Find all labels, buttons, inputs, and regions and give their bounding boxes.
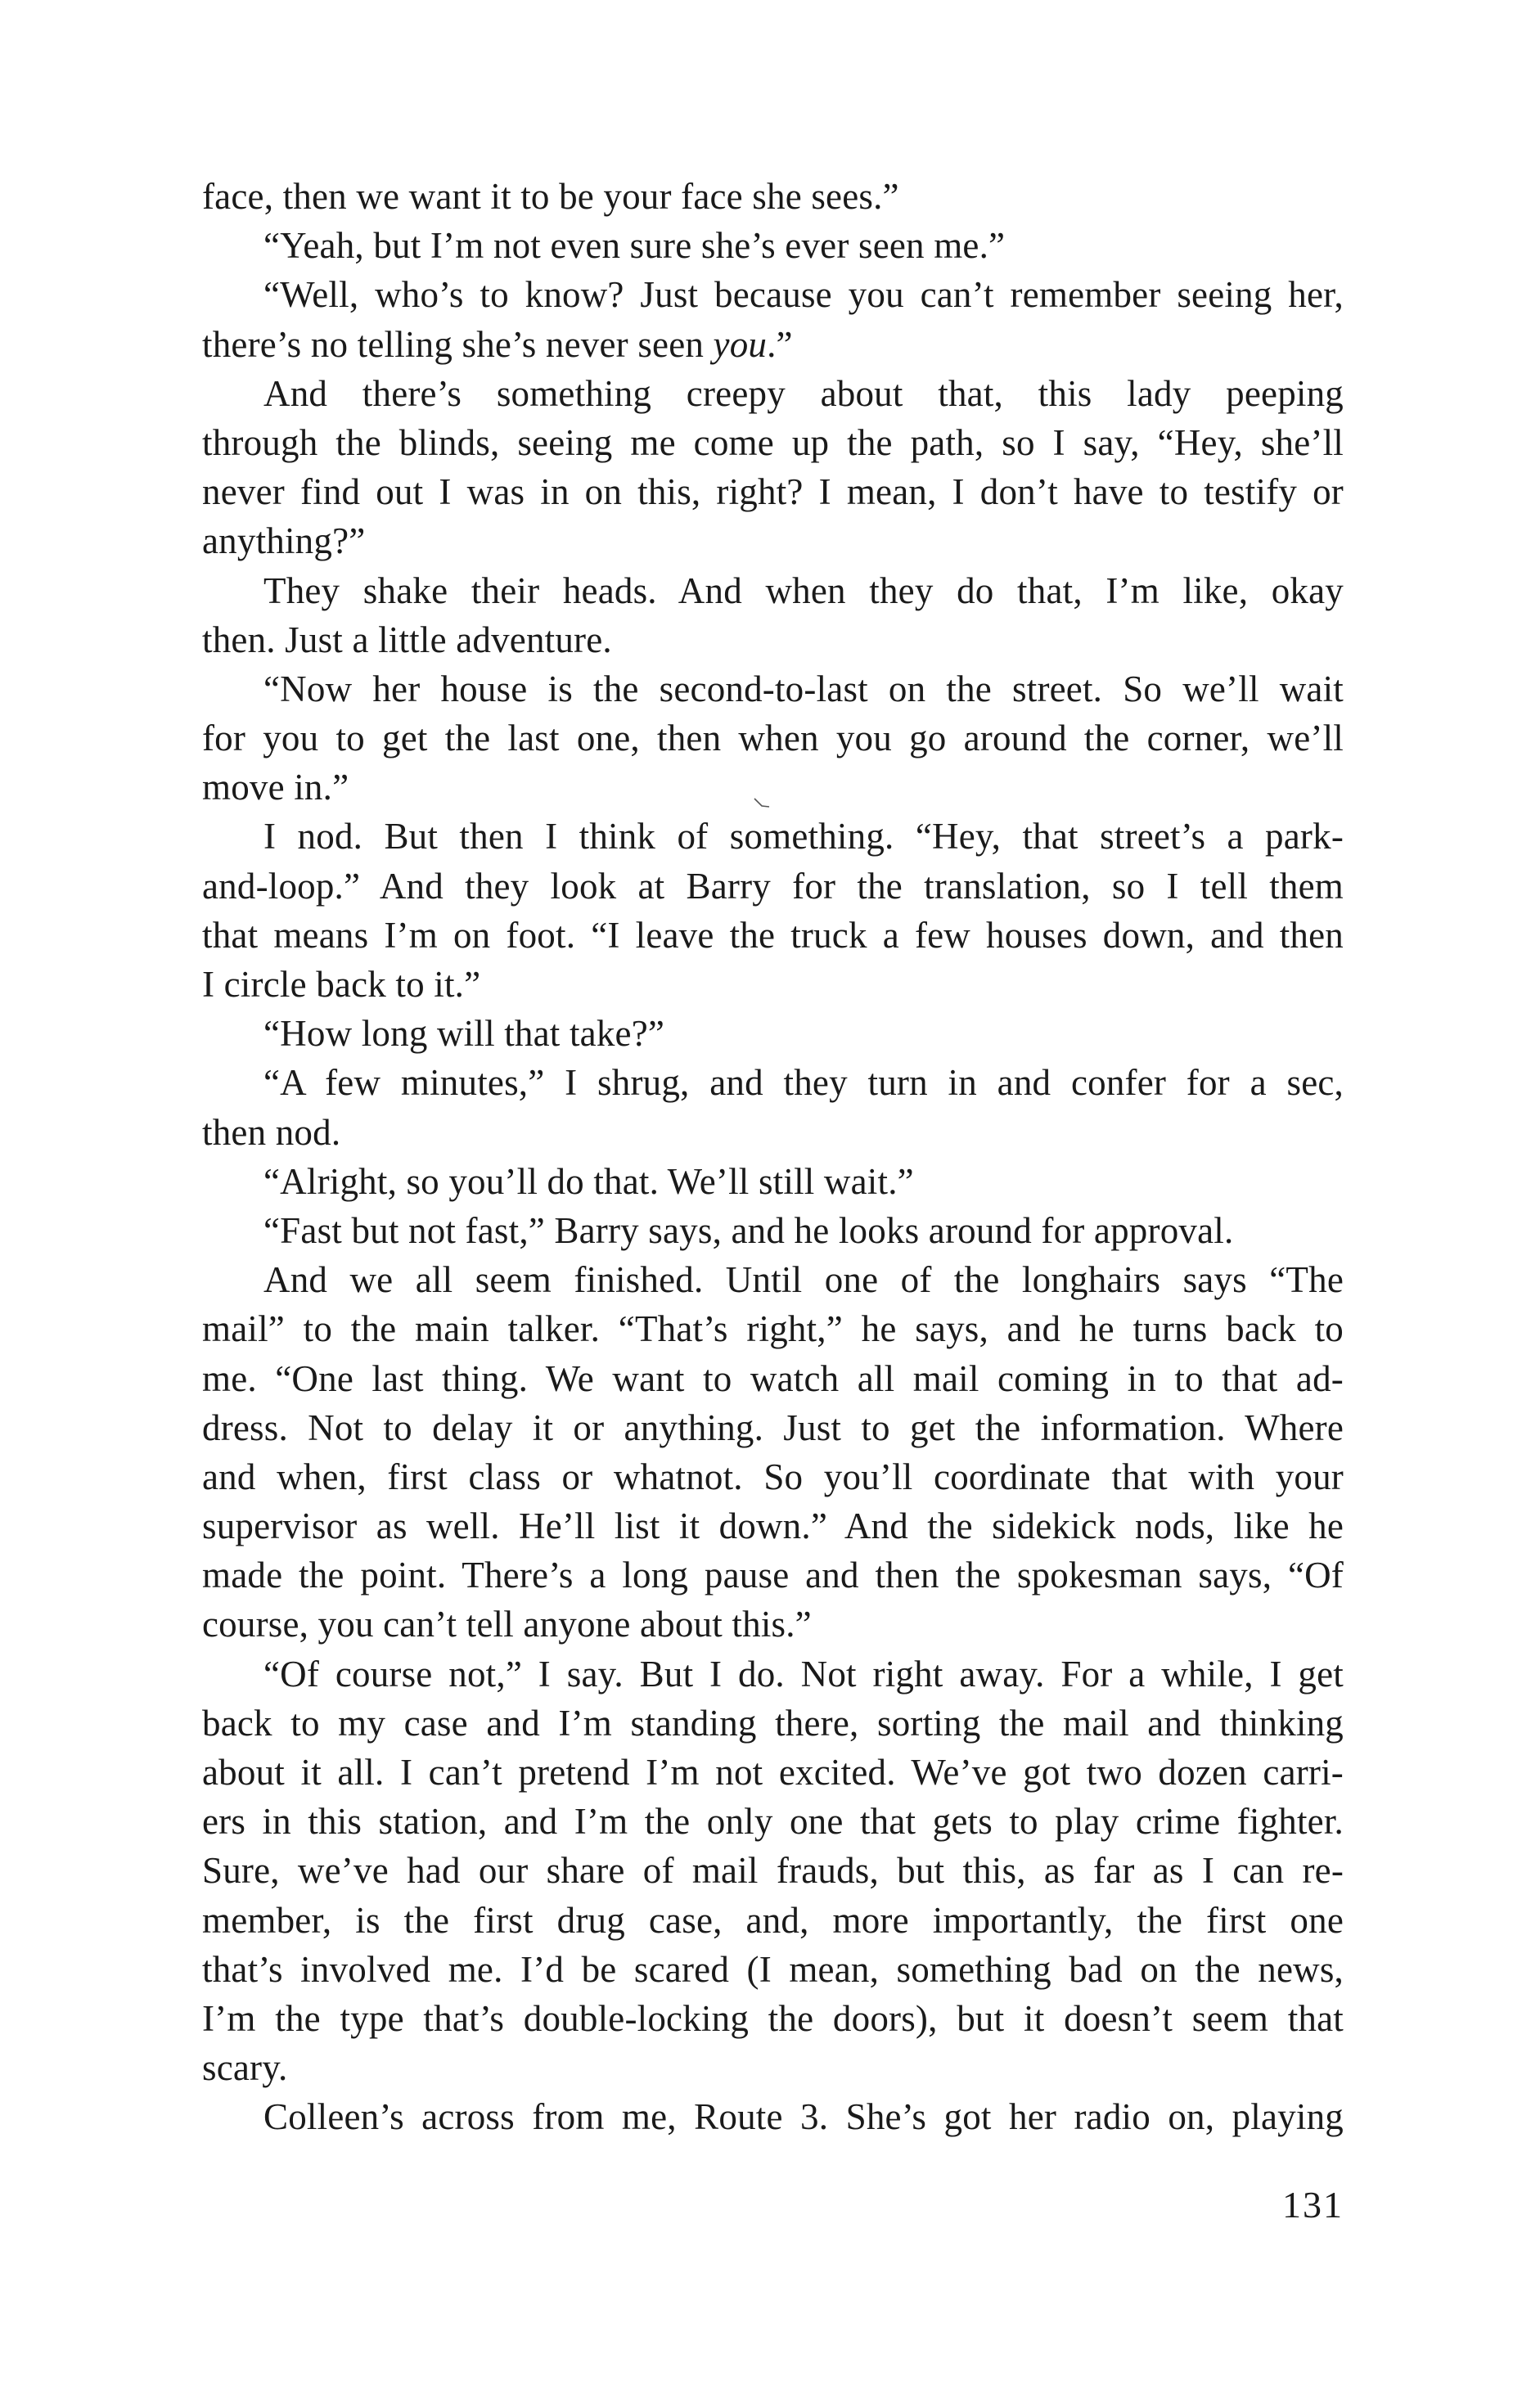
- text-line: And there’s something creepy about that, this lady peeping: [263, 372, 1344, 414]
- text-line: ers in this station, and I’m the only one that gets to play crime fighter.: [202, 1801, 1344, 1843]
- text-line: “Now her house is the second-to-last on the street. So we’ll wait: [263, 668, 1344, 709]
- text-line: And we all seem finished. Until one of the longhairs says “The: [263, 1259, 1344, 1301]
- text-line: I’m the type that’s double-locking the doors), but it doesn’t seem that: [202, 1997, 1344, 2039]
- text-line: there’s no telling she’s never seen you.”: [202, 323, 793, 365]
- body-text: [202, 172, 1344, 2142]
- text-line: never find out I was in on this, right? I mean, I don’t have to testify or: [202, 471, 1344, 513]
- text-line: Colleen’s across from me, Route 3. She’s got her radio on, playing: [263, 2096, 1344, 2138]
- text-line: “How long will that take?”: [263, 1013, 665, 1055]
- text-line: face, then we want it to be your face she sees.”: [202, 176, 899, 217]
- page-number: 131: [1282, 2184, 1344, 2226]
- text-line: anything?”: [202, 520, 366, 562]
- text-line: member, is the first drug case, and, more importantly, the first one: [202, 1899, 1344, 1941]
- text-line: made the point. There’s a long pause and then the spokesman says, “Of: [202, 1555, 1344, 1596]
- text-line: about it all. I can’t pretend I’m not excited. We’ve got two dozen carri-: [202, 1752, 1344, 1793]
- text-line: supervisor as well. He’ll list it down.” And the sidekick nods, like he: [202, 1506, 1344, 1547]
- text-line: through the blinds, seeing me come up the path, so I say, “Hey, she’ll: [202, 421, 1344, 463]
- text-line: I circle back to it.”: [202, 964, 481, 1005]
- text-line: “Fast but not fast,” Barry says, and he looks around for approval.: [263, 1209, 1234, 1251]
- stray-pen-mark: [753, 797, 771, 808]
- text-line: “Alright, so you’ll do that. We’ll still wait.”: [263, 1160, 914, 1202]
- text-line: “Of course not,” I say. But I do. Not right away. For a while, I get: [263, 1653, 1344, 1695]
- text-line: that’s involved me. I’d be scared (I mean, something bad on the news,: [202, 1948, 1344, 1990]
- text-line: move in.”: [202, 767, 349, 808]
- text-line: for you to get the last one, then when you go around the corner, we’ll: [202, 718, 1344, 759]
- text-line: “Well, who’s to know? Just because you can’t remember seeing her,: [263, 274, 1344, 316]
- text-line: and when, first class or whatnot. So you’ll coordinate that with your: [202, 1456, 1344, 1497]
- text-line: They shake their heads. And when they do that, I’m like, okay: [263, 569, 1344, 611]
- text-line: Sure, we’ve had our share of mail frauds, but this, as far as I can re-: [202, 1850, 1344, 1892]
- text-line: and-loop.” And they look at Barry for the translation, so I tell them: [202, 865, 1344, 907]
- text-line: scary.: [202, 2047, 288, 2089]
- text-line: dress. Not to delay it or anything. Just to get the information. Where: [202, 1407, 1344, 1448]
- emphasis: you: [713, 323, 768, 365]
- text-line: mail” to the main talker. “That’s right,” he says, and he turns back to: [202, 1308, 1344, 1350]
- text-line: “Yeah, but I’m not even sure she’s ever seen me.”: [263, 225, 1006, 267]
- text-line: course, you can’t tell anyone about this.”: [202, 1604, 812, 1645]
- text-line: then. Just a little adventure.: [202, 619, 612, 660]
- text-line: back to my case and I’m standing there, sorting the mail and thinking: [202, 1702, 1344, 1744]
- text-line: then nod.: [202, 1111, 341, 1153]
- text-line: “A few minutes,” I shrug, and they turn in and confer for a sec,: [263, 1062, 1344, 1104]
- text-line: that means I’m on foot. “I leave the truck a few houses down, and then: [202, 914, 1344, 956]
- text-line: me. “One last thing. We want to watch all mail coming in to that ad-: [202, 1357, 1344, 1399]
- text-line: I nod. But then I think of something. “Hey, that street’s a park-: [263, 816, 1344, 857]
